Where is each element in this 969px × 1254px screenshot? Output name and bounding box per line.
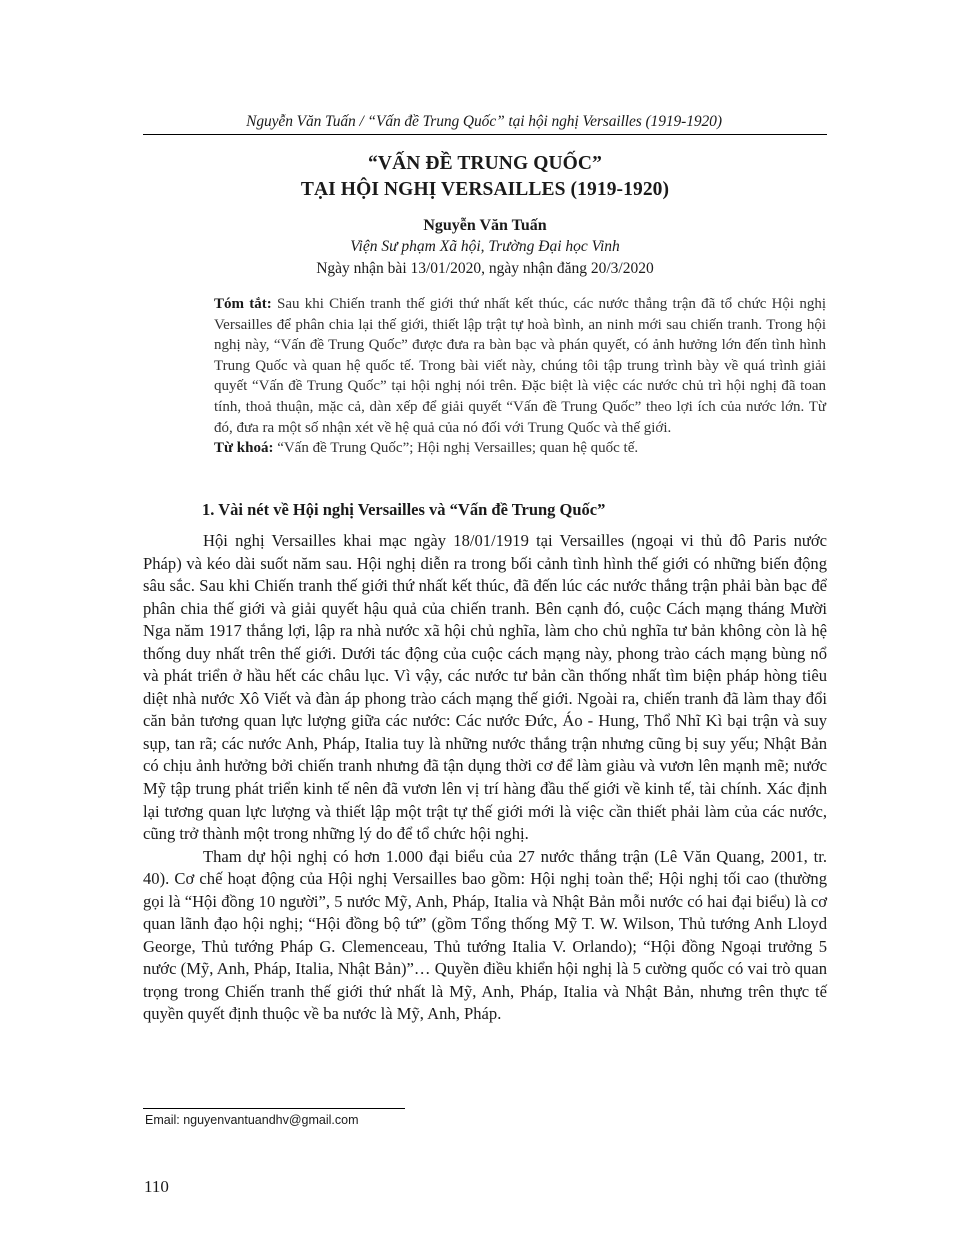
- page-number: 110: [144, 1177, 169, 1196]
- received-dates: Ngày nhận bài 13/01/2020, ngày nhận đăng 20/3/2020: [316, 260, 654, 277]
- abstract-label: Tóm tắt:: [214, 296, 272, 312]
- keywords-label: Từ khoá:: [214, 440, 274, 457]
- title-block: [143, 151, 827, 279]
- body-paragraph-2: Tham dự hội nghị có hơn 1.000 đại biểu của 27 nước thắng trận (Lê Văn Quang, 2001, tr. 40). Cơ chế hoạt động của Hội nghị Versailles bao gồm: Hội nghị toàn thể; Hội nghị tối cao (thường gọi là “Hội đồng 10 người”, 5 nước Mỹ, Anh, Pháp, Italia và Nhật Bản mỗi nước có hai đại biểu) là cơ quan lãnh đạo hội nghị; “Hội đồng bộ tứ” (gồm Tổng thống Mỹ T. W. Wilson, Thủ tướng Anh Lloyd George, Thủ tướng Pháp G. Clemenceau, Thủ tướng Italia V. Orlando); “Hội đồng Ngoại trưởng 5 nước (Mỹ, Anh, Pháp, Italia, Nhật Bản)”… Quyền điều khiển hội nghị là 5 cường quốc có vai trò quan trọng trong Chiến tranh thế giới thứ nhất là Mỹ, Anh, Pháp, Italia và Nhật Bản, nhưng trên thực tế quyền quyết định thuộc về ba nước là Mỹ, Anh, Pháp.: [143, 846, 827, 1024]
- section-heading: 1. Vài nét về Hội nghị Versailles và “Vấn đề Trung Quốc”: [202, 500, 606, 519]
- body-text: [143, 530, 827, 1026]
- article-title-line-1: “VẤN ĐỀ TRUNG QUỐC”: [368, 153, 602, 174]
- header-rule: [143, 134, 827, 135]
- keywords-paragraph: [214, 438, 826, 459]
- author-affiliation: Viện Sư phạm Xã hội, Trường Đại học Vinh: [350, 238, 620, 255]
- running-header: Nguyễn Văn Tuấn / “Vấn đề Trung Quốc” tại hội nghị Versailles (1919-1920): [246, 113, 722, 130]
- abstract: [214, 294, 826, 459]
- footnote-rule: [143, 1108, 405, 1109]
- article-title-line-2: TẠI HỘI NGHỊ VERSAILLES (1919-1920): [300, 179, 670, 200]
- keywords-text: “Vấn đề Trung Quốc”; Hội nghị Versailles; quan hệ quốc tế.: [277, 440, 639, 457]
- abstract-text: Sau khi Chiến tranh thế giới thứ nhất kết thúc, các nước thắng trận đã tổ chức Hội nghị Versailles để phân chia lại thế giới, thiết lập trật tự hoà bình, an ninh mới sau chiến tranh. Trong hội nghị này, “Vấn đề Trung Quốc” được đưa ra bàn bạc và phán quyết, có ảnh hưởng lớn đến tình hình Trung Quốc và quan hệ quốc tế. Trong bài viết này, chúng tôi tập trung trình bày về quá trình giải quyết “Vấn đề Trung Quốc” tại hội nghị nói trên. Đặc biệt là việc các nước chủ trì hội nghị đã toan tính, thoả thuận, mặc cả, dàn xếp để giải quyết “Vấn đề Trung Quốc” theo lợi ích của nước lớn. Từ đó, đưa ra một số nhận xét về hệ quả của nó đối với Trung Quốc và thế giới.: [214, 296, 826, 436]
- footnote-email: Email: nguyenvantuandhv@gmail.com: [145, 1113, 359, 1127]
- author-name: Nguyễn Văn Tuấn: [423, 217, 547, 234]
- abstract-paragraph: [214, 294, 826, 438]
- body-paragraph-1: Hội nghị Versailles khai mạc ngày 18/01/1919 tại Versailles (ngoại vi thủ đô Paris nước Pháp) và kéo dài suốt năm sau. Hội nghị diễn ra trong bối cảnh tình hình thế giới có những biến động sâu sắc. Sau khi Chiến tranh thế giới thứ nhất kết thúc, đã đến lúc các nước thắng trận phải bàn bạc để phân chia thế giới và giải quyết hậu quả của chiến tranh. Bên cạnh đó, cuộc Cách mạng tháng Mười Nga năm 1917 thắng lợi, lập ra nhà nước xã hội chủ nghĩa, làm cho chủ nghĩa tư bản không còn là hệ thống duy nhất trên thế giới. Dưới tác động của cuộc cách mạng này, phong trào cách mạng bùng nổ và phát triển ở hầu hết các châu lục. Vì vậy, các nước tư bản cần thống nhất tìm biện pháp hòng tiêu diệt nhà nước Xô Viết và đàn áp phong trào cách mạng thế giới. Ngoài ra, chiến tranh đã làm thay đổi căn bản tương quan lực lượng giữa các nước: Các nước Đức, Áo - Hung, Thổ Nhĩ Kì bại trận và suy sụp, tan rã; các nước Anh, Pháp, Italia tuy là những nước thắng trận nhưng cũng bị suy yếu; Nhật Bản có chịu ảnh hưởng bởi chiến tranh nhưng đã tận dụng thời cơ để làm giàu và vươn lên mạnh mẽ; nước Mỹ tập trung phát triển kinh tế nên đã vươn lên vị trí hàng đầu thế giới về kinh tế, tài chính. Xác định lại tương quan lực lượng và thiết lập một trật tự thế giới mới là việc cần thiết phải làm của các nước, cũng trở thành một trong những lý do để tổ chức hội nghị.: [143, 531, 827, 844]
